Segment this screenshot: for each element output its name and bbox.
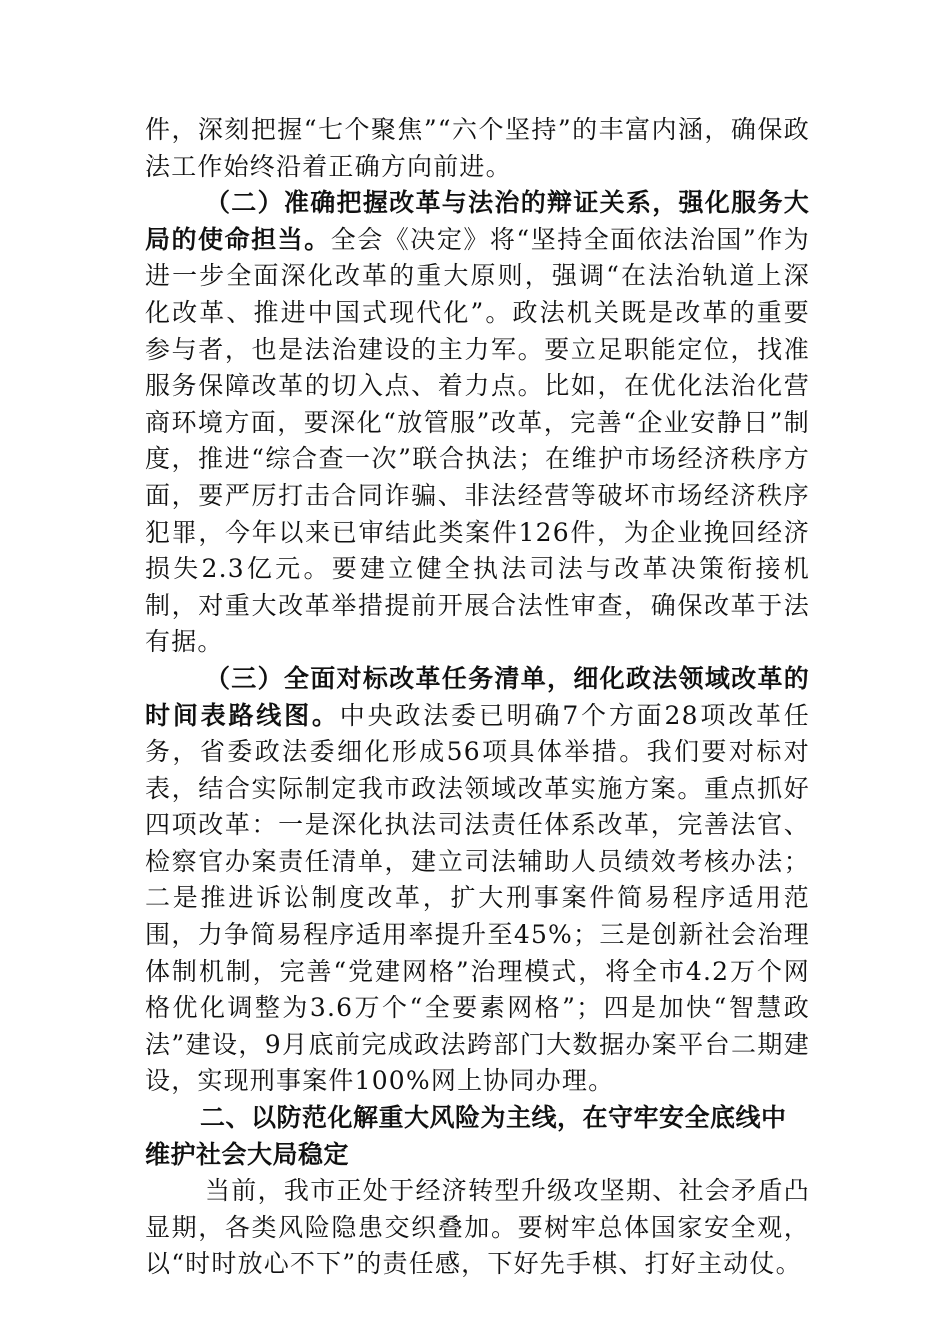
- paragraph-text: 当前，我市正处于经济转型升级攻坚期、社会矛盾凸显期，各类风险隐患交织叠加。要树牢总体国家安全观，以“时时放心不下”的责任感，下好先手棋、打好主动仗。: [145, 1176, 810, 1279]
- section-3-heading: （三）全面对标改革任务清单，细化政法领域改革的时间表路线图。: [145, 663, 810, 730]
- main-heading: 二、以防范化解重大风险为主线，在守牢安全底线中维护社会大局稳定: [145, 1103, 787, 1169]
- section-2-paragraph: [145, 185, 810, 661]
- section-3-body: 中央政法委已明确7个方面28项改革任务，省委政法委细化形成56项具体举措。我们要对标对表，结合实际制定我市政法领域改革实施方案。重点抓好四项改革：一是深化执法司法责任体系改革，完善法官、检察官办案责任清单，建立司法辅助人员绩效考核办法；二是推进诉讼制度改革，扩大刑事案件简易程序适用范围，力争简易程序适用率提升至45%；三是创新社会治理体制机制，完善“党建网格”治理模式，将全市4.2万个网格优化调整为3.6万个“全要素网格”；四是加快“智慧政法”建设，9月底前完成政法跨部门大数据办案平台二期建设，实现刑事案件100%网上协同办理。: [145, 700, 810, 1096]
- paragraph-text: 件，深刻把握“七个聚焦”“六个坚持”的丰富内涵，确保政法工作始终沿着正确方向前进。: [145, 115, 810, 181]
- section-2-heading: （二）准确把握改革与法治的辩证关系，强化服务大局的使命担当。: [145, 188, 810, 254]
- section-2-body: 全会《决定》将“坚持全面依法治国”作为进一步全面深化改革的重大原则，强调“在法治轨道上深化改革、推进中国式现代化”。政法机关既是改革的重要参与者，也是法治建设的主力军。要立足职能定位，找准服务保障改革的切入点、着力点。比如，在优化法治化营商环境方面，要深化“放管服”改革，完善“企业安静日”制度，推进“综合查一次”联合执法；在维护市场经济秩序方面，要严厉打击合同诈骗、非法经营等破坏市场经济秩序犯罪，今年以来已审结此类案件126件，为企业挽回经济损失2.3亿元。要建立健全执法司法与改革决策衔接机制，对重大改革举措提前开展合法性审查，确保改革于法有据。: [145, 224, 810, 657]
- section-3-paragraph: [145, 661, 810, 1100]
- document-page: [145, 112, 810, 1283]
- paragraph-last: [145, 1173, 810, 1283]
- paragraph-continuation: [145, 112, 810, 185]
